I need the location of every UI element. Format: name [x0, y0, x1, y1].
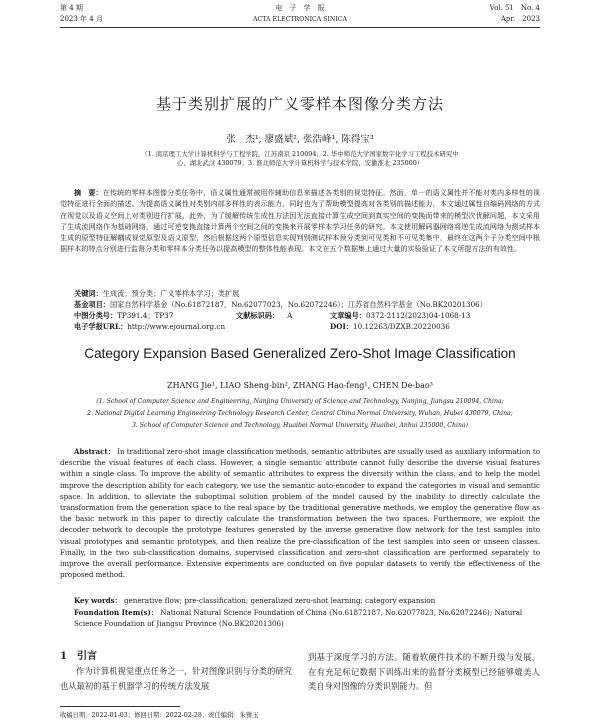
doc-code-label: 文献标识码： — [236, 311, 280, 320]
clc-line — [74, 311, 173, 321]
header-journal-en: ACTA ELECTRONICA SINICA — [253, 16, 347, 23]
header-journal-cn: 电 子 学 报 — [275, 4, 325, 12]
url-line — [74, 322, 225, 332]
abstract-en — [60, 446, 540, 580]
doi-value[interactable]: 10.12263/DZXB.20220036 — [353, 322, 450, 331]
header-date-cn: 2023 年 4 月 — [60, 15, 103, 23]
keywords-cn-text: 生成流；预分类；广义零样本学习；类扩展 — [102, 289, 240, 298]
keywords-en-label: Key words： — [74, 596, 122, 605]
header-rule — [60, 27, 540, 28]
url-label: 电子学报URL： — [74, 322, 128, 331]
section-heading-intro: 1 引言 — [60, 651, 97, 662]
fund-cn-text: 国家自然科学基金（No.61872187，No.62077023，No.62072246）；江苏省自然科学基金（No.BK20201306） — [109, 300, 487, 309]
affiliation-en-3: 3. School of Computer Science and Technology, Huaibei Normal University, Huaibei, Anhui 235000, China) — [131, 422, 469, 429]
article-no-label: 文章编号： — [330, 311, 366, 320]
keywords-cn-label: 关键词： — [74, 289, 103, 298]
abstract-cn-text: 在传统的零样本图像分类任务中，语义属性通常被用作辅助信息来描述各类别的视觉特征。然而，单一的语义属性并不能对类内多样性的视觉特征进行全面的描述。为提高语义属性对类别内部多样性的表示能力，同时也为了帮助模型提高对各类别的描述能力，本文通过属性自编码网络的方式在视觉以及语义空间上对类别进行扩展。此外，为了缓解传统生成性方法因无法直接计算生成空间到真实空间的变换而带来的模型次优解问题，本文采用了生成流网络作为基础网络，通过可逆变换直接计算两个空间之间的变换来开展零样本学习任务的研究。本文使用解码器网络将逆生成流网络为测试样本生成的原型特征解耦成视觉原型及语义原型，然后根据这两个原型信息实现判别测试样本预分类到可见类和不可见类集中，最终在这两个子分类空间中根据样本的特点分别进行监督分类和零样本分类任务以提高模型的整体性能表现。本文在五个数据集上通过大量的实验验证了本文所提方法的有效性。 — [60, 188, 541, 254]
keywords-en-block — [60, 595, 540, 630]
abstract-en-text: In traditional zero-shot image classification methods, semantic attributes are usually used as auxiliary information to describe the visual features of each class. However, a single semantic attribute cannot fully describe the diverse visual features within a single class. To improve the ability of semantic attributes to express the diversity within the class, and to help the model improve the description ability for each category, we use the semantic auto-encoder to expand the categories in visual and semantic space. In addition, to alleviate the suboptimal solution problem of the model caused by the inability to directly calculate the transformation from the generation space to the real space by the traditional generative methods, we employ the generative flow as the basic network in this paper to directly calculate the transformation between the two spaces. Furthermore, we exploit the decoder network to decouple the prototype features generated by the inverse generative flow network for the test samples into visual prototypes and semantic prototypes, and then realize the pre-classification of the test samples into seen or unseen classes. Finally, in the two sub-classification domains, supervised classification and zero-shot classification are performed separately to improve the overall performance. Extensive experiments are conducted on five popular datasets to verify the effectiveness of the proposed method. — [60, 447, 540, 580]
footnote-received: 收稿日期：2022-01-03；修回日期：2022-02-28；责任编辑：朱雅玉 — [60, 712, 259, 719]
affiliation-en — [60, 396, 540, 432]
footnote-rule — [60, 706, 180, 707]
paper-title-cn: 基于类别扩展的广义零样本图像分类方法 — [155, 95, 444, 113]
keywords-cn — [74, 289, 239, 299]
abstract-en-label: Abstract： — [74, 447, 115, 456]
intro-col-left: 作为计算机视觉重点任务之一，针对图像识别与分类的研究也从最初的基于机器学习的传统方法发展 — [60, 666, 292, 691]
doi-label: DOI： — [330, 322, 354, 331]
doc-code-value: A — [287, 311, 293, 320]
authors-en: ZHANG Jie¹, LIAO Sheng-bin², ZHANG Hao-feng¹, CHEN De-bao³ — [167, 381, 433, 390]
authors-cn: 张 杰¹, 廖盛斌², 张浩峰¹, 陈得宝³ — [226, 134, 374, 145]
url-value[interactable]: http://www.ejournal.org.cn — [127, 322, 226, 331]
affiliation-en-1: (1. School of Computer Science and Engineering, Nanjing University of Science and Technology, Nanjing, Jiangsu 210094, China; — [96, 398, 504, 405]
fund-en-label: Foundation Item(s)： — [74, 607, 158, 617]
fund-cn-label: 基金项目： — [74, 300, 110, 309]
clc-label: 中图分类号： — [74, 311, 118, 320]
keywords-en-text: generative flow; pre-classification; generalized zero-shot learning; category expansion — [124, 596, 436, 605]
header-volume: Vol. 51 No. 4 — [489, 4, 540, 12]
doi-line — [330, 322, 450, 332]
fund-en-text: National Natural Science Foundation of China (No.61872187, No.62077023, No.62072246); Natural Science Foundation of Jiangsu Province (No.BK20201306) — [74, 607, 523, 628]
fund-en — [60, 607, 540, 630]
clc-value: TP391.4；TP37 — [117, 311, 174, 320]
header-issue: 第 4 期 — [60, 4, 83, 12]
fund-cn — [74, 300, 487, 310]
article-no-line — [330, 311, 470, 321]
article-no-value: 0372-2112(2023)04-1068-13 — [365, 311, 471, 320]
paper-title-en: Category Expansion Based Generalized Zero-Shot Image Classification — [84, 346, 516, 361]
intro-col-right: 到基于深度学习的方法。随着软硬件技术的不断升级与发展，在有充足标记数据下训练出来的监督分类模型已经能够媲美人类自身对图像的分类识别能力。但 — [308, 652, 540, 691]
abstract-cn-label: 摘 要： — [74, 188, 103, 197]
abstract-cn — [60, 187, 540, 255]
affiliation-en-2: 2. National Digital Learning Engineering Technology Research Center, Central China Normal University, Wuhan, Hubei 430079, China; — [87, 410, 513, 417]
keywords-en — [60, 595, 540, 607]
header-date-en: Apr. 2023 — [500, 15, 540, 23]
affiliation-cn: （1. 南京理工大学计算机科学与工程学院，江苏南京 210094；2. 华中师范大学国家数字化学习工程技术研究中心，湖北武汉 430079；3. 淮北师范大学计算机科学与技术学院，安徽淮北 235000） — [141, 150, 459, 167]
doc-code-line — [236, 311, 292, 321]
